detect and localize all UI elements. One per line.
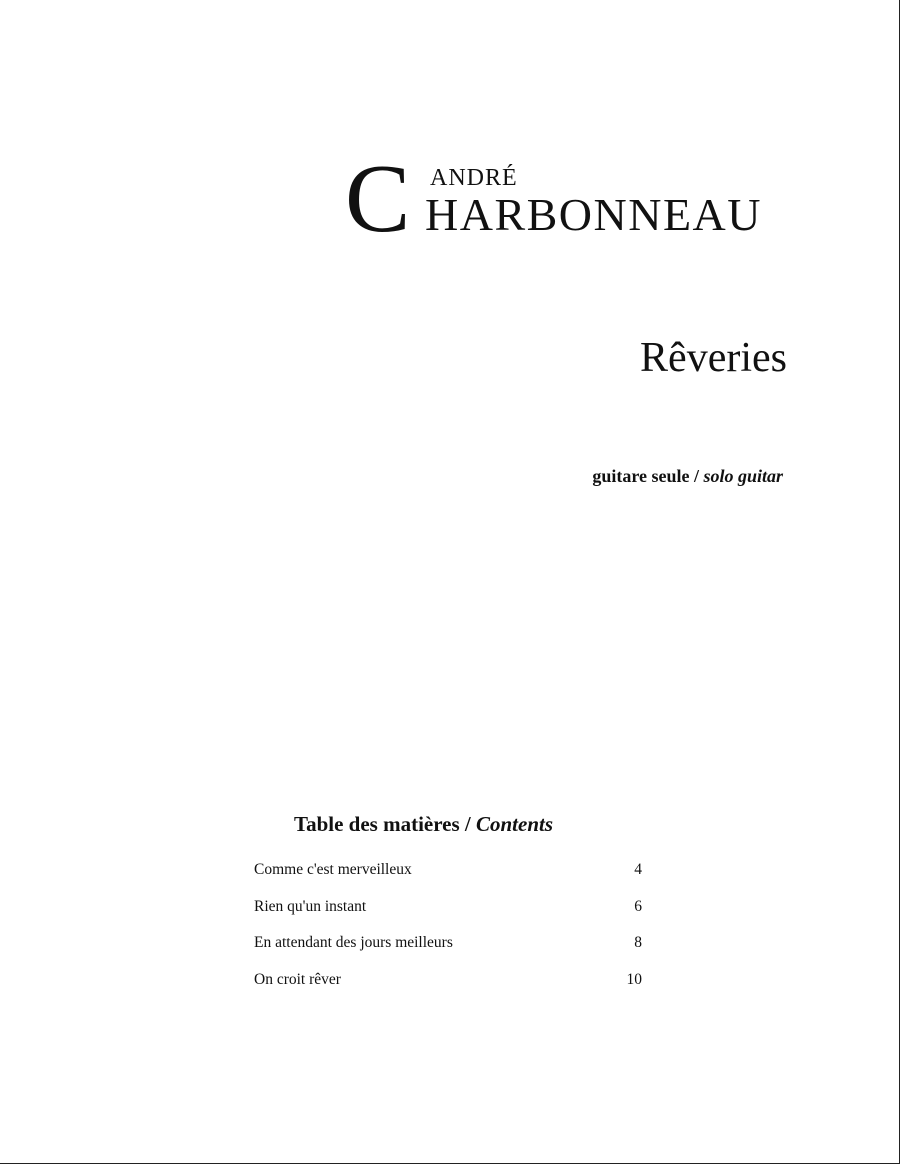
instrumentation-english: solo guitar [703, 466, 783, 486]
composer-last-name: HARBONNEAU [425, 189, 762, 240]
toc-entry [254, 858, 642, 895]
toc-entry-title: On croit rêver [254, 970, 341, 988]
toc-heading-french: Table des matières / [294, 812, 471, 836]
instrumentation-french: guitare seule / [592, 466, 699, 486]
toc-entry-title: Comme c'est merveilleux [254, 861, 412, 878]
composer-initial: C [345, 145, 411, 253]
work-title: Rêveries [640, 335, 787, 381]
toc-entry-title: En attendant des jours meilleurs [254, 934, 453, 951]
toc-entry [254, 968, 642, 1005]
toc-heading-english: Contents [476, 812, 554, 836]
toc-entry [254, 931, 642, 968]
instrumentation [592, 464, 783, 488]
table-of-contents [254, 858, 642, 1004]
toc-entry-page: 4 [634, 861, 642, 878]
toc-heading [294, 811, 553, 837]
composer-name-logo [345, 145, 795, 253]
toc-entry-page: 8 [634, 934, 642, 951]
toc-entry [254, 895, 642, 932]
toc-entry-title: Rien qu'un instant [254, 897, 367, 915]
composer-first-name: ANDRÉ [430, 165, 518, 191]
toc-entry-page: 6 [634, 897, 642, 915]
toc-entry-page: 10 [626, 970, 642, 988]
